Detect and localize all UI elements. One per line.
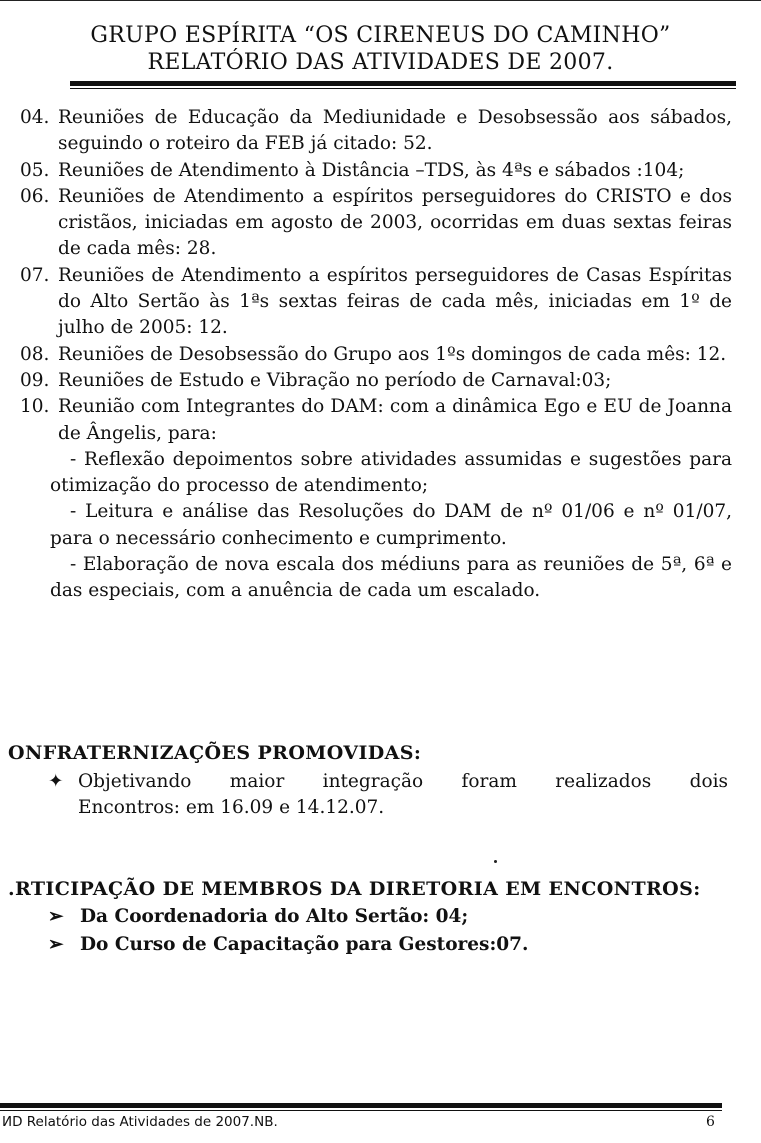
stray-dot <box>494 860 497 863</box>
page-number: 6 <box>706 1114 715 1130</box>
bullet-text-line2: Encontros: em 16.09 e 14.12.07. <box>78 797 385 818</box>
list-item <box>20 158 732 184</box>
footer-text: ИD Relatório das Atividades de 2007.NB. <box>2 1114 278 1130</box>
arrow-bullet-icon: ➢ <box>48 906 64 927</box>
header-title: GRUPO ESPÍRITA “OS CIRENEUS DO CAMINHO” <box>90 23 671 48</box>
item-number: 08. <box>20 343 50 365</box>
header-subtitle: RELATÓRIO DAS ATIVIDADES DE 2007. <box>147 50 614 75</box>
bold-list-item <box>48 906 468 927</box>
item-text: Reuniões de Educação da Mediunidade e Desobsessão aos sábados, seguindo o roteiro da FEB já citado: 52. <box>58 107 732 155</box>
item-text: Reuniões de Atendimento a espíritos perseguidores de Casas Espíritas do Alto Sertão às 1ªs sextas feiras de cada mês, iniciadas em 1º de julho de 2005: 12. <box>58 264 732 339</box>
footer-divider <box>0 1103 722 1108</box>
item-number: 10. <box>20 396 50 418</box>
section-bullet-item <box>48 769 728 821</box>
item-text: Reuniões de Atendimento a espíritos perseguidores do CRISTO e dos cristãos, iniciadas em agosto de 2003, ocorridas em duas sextas feiras de cada mês: 28. <box>58 185 732 260</box>
arrow-bullet-icon: ➢ <box>48 934 64 955</box>
list-item <box>20 342 732 368</box>
header-divider-thin <box>70 88 736 89</box>
item-number: 06. <box>20 185 50 207</box>
bullet-text-line1: Objetivando maior integração foram realizados dois <box>78 771 728 792</box>
item-number: 07. <box>20 264 50 286</box>
top-border <box>0 0 761 1</box>
list-item <box>20 368 732 394</box>
sub-item: - Reflexão depoimentos sobre atividades assumidas e sugestões para otimização do processo de atendimento; <box>50 448 732 497</box>
section-title-confraternizacoes: ONFRATERNIZAÇÕES PROMOVIDAS: <box>8 742 422 764</box>
bold-item-text: Do Curso de Capacitação para Gestores:07. <box>80 934 529 955</box>
list-item <box>20 394 732 447</box>
item-text: Reuniões de Atendimento à Distância –TDS, às 4ªs e sábados :104; <box>58 159 685 181</box>
list-item <box>20 263 732 342</box>
list-item <box>20 184 732 263</box>
item-text: Reuniões de Desobsessão do Grupo aos 1ºs domingos de cada mês: 12. <box>58 343 727 365</box>
page-header <box>0 22 761 76</box>
sub-item: - Leitura e análise das Resoluções do DAM de nº 01/06 e nº 01/07, para o necessário conhecimento e cumprimento. <box>50 501 732 549</box>
item-text: Reunião com Integrantes do DAM: com a dinâmica Ego e EU de Joanna de Ângelis, para: <box>58 396 732 444</box>
header-divider <box>70 81 736 86</box>
bold-list-item <box>48 934 529 955</box>
list-item <box>20 105 732 158</box>
plus-bullet-icon: ✦ <box>48 771 64 792</box>
item-number: 05. <box>20 159 50 181</box>
footer-divider-thin <box>0 1110 722 1111</box>
activities-list <box>20 105 732 605</box>
section-title-participacao: .RTICIPAÇÃO DE MEMBROS DA DIRETORIA EM ENCONTROS: <box>8 878 701 900</box>
item-text: Reuniões de Estudo e Vibração no período de Carnaval:03; <box>58 369 612 391</box>
bold-item-text: Da Coordenadoria do Alto Sertão: 04; <box>80 906 469 927</box>
sub-item: - Elaboração de nova escala dos médiuns para as reuniões de 5ª, 6ª e das especiais, com a anuência de cada um escalado. <box>50 554 732 602</box>
item-number: 09. <box>20 369 50 391</box>
item-number: 04. <box>20 107 50 128</box>
